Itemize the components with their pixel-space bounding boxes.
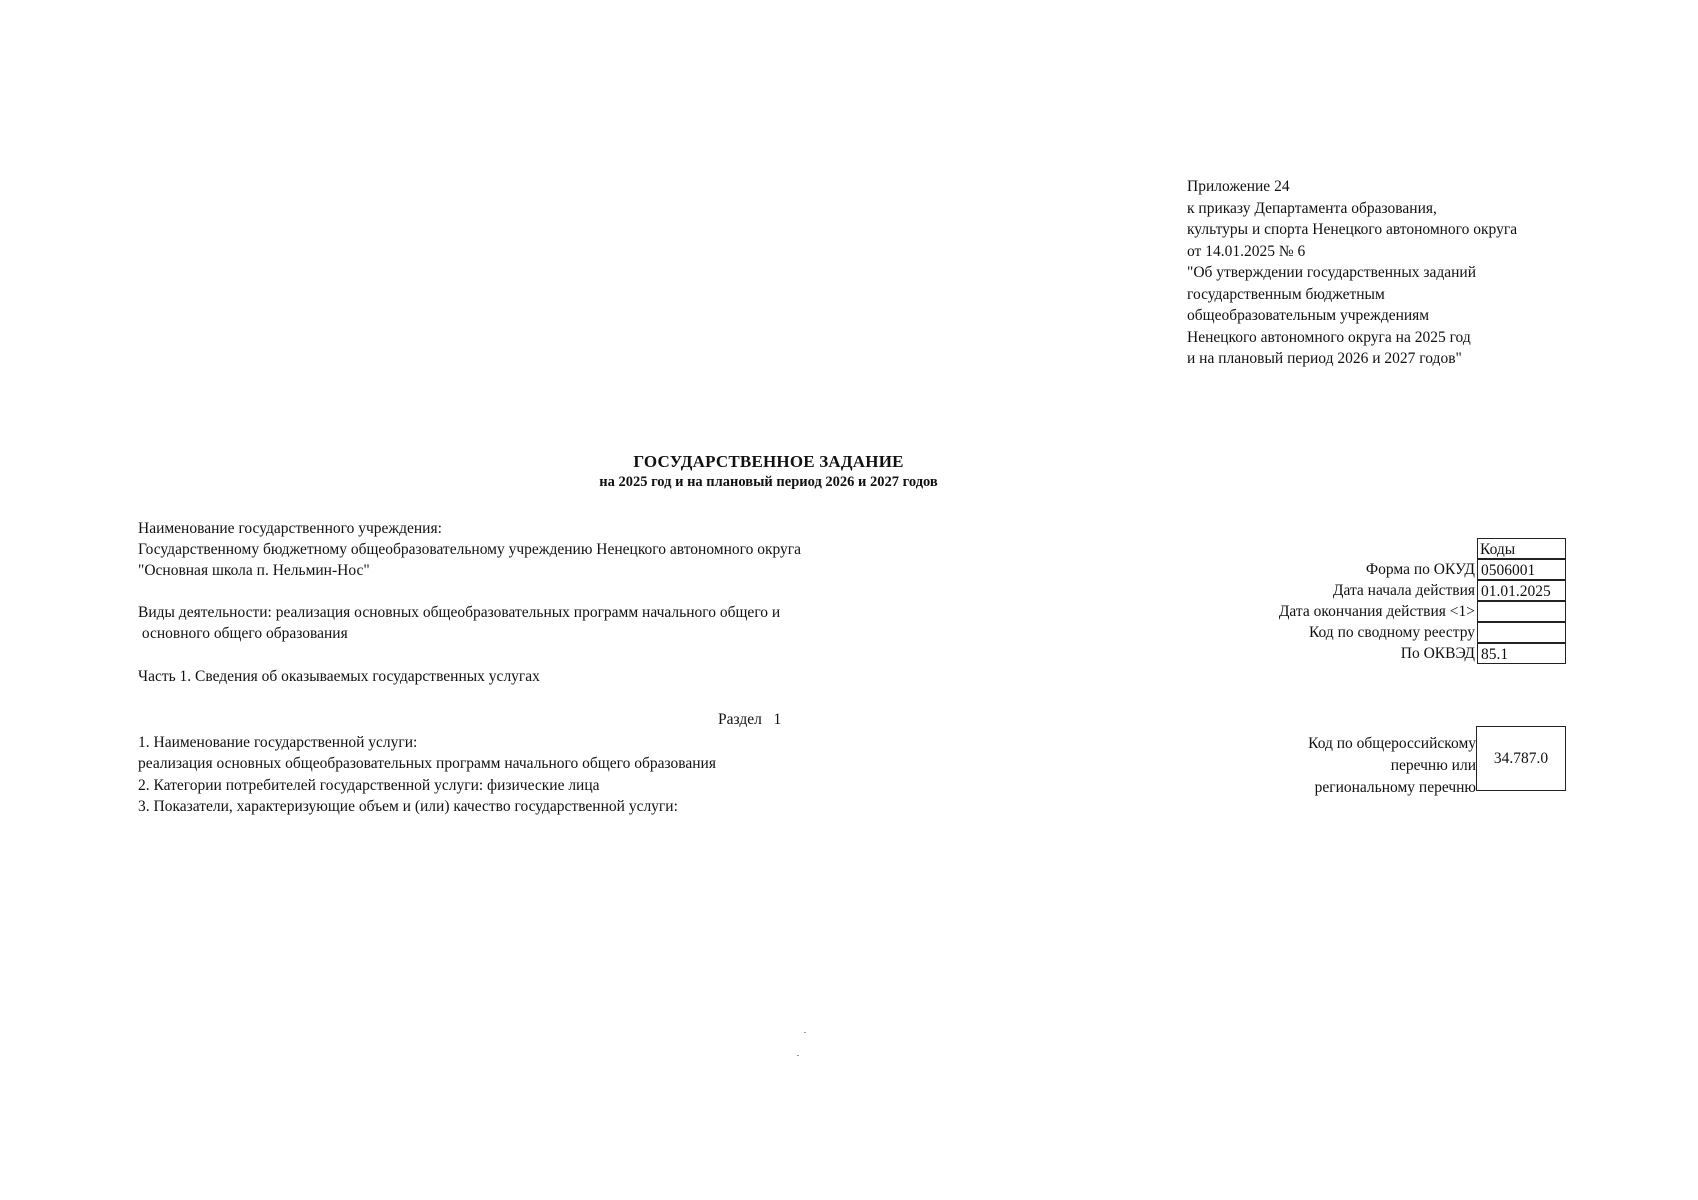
service-name-value: реализация основных общеобразовательных программ начального общего образования [138,755,716,772]
codes-value-start-date: 01.01.2025 [1477,580,1566,601]
codes-header: Коды [1477,538,1566,559]
codes-label-registry: Код по сводному реестру [1308,624,1475,641]
section-label: Раздел [718,711,762,728]
appendix-line: Приложение 24 [1187,178,1290,195]
institution-name-line2: "Основная школа п. Нельмин-Нос" [138,562,370,579]
scan-speck [797,1055,799,1056]
institution-label: Наименование государственного учреждения: [138,520,442,537]
appendix-line: Ненецкого автономного округа на 2025 год [1187,328,1471,346]
appendix-line: культуры и спорта Ненецкого автономного округа [1187,221,1518,238]
document-title: ГОСУДАРСТВЕННОЕ ЗАДАНИЕ [633,452,904,471]
activity-line1: Виды деятельности: реализация основных общеобразовательных программ начального общего и [138,604,781,621]
codes-value-end-date [1477,601,1566,622]
service-name-label: 1. Наименование государственной услуги: [138,734,418,751]
scan-speck [804,1032,806,1033]
institution-name-line1: Государственному бюджетному общеобразовательному учреждению Ненецкого автономного округа [138,541,802,558]
appendix-line: к приказу Департамента образования, [1187,199,1437,217]
section-heading [718,711,781,729]
codes-value-registry [1477,622,1566,643]
appendix-line: "Об утверждении государственных заданий [1187,264,1477,281]
appendix-line: и на плановый период 2026 и 2027 годов" [1187,350,1462,367]
codes-label-okud: Форма по ОКУД [1365,561,1475,578]
registry-code-box: 34.787.0 [1476,726,1566,791]
registry-label-line2: перечню или [1390,757,1476,774]
service-indicators: 3. Показатели, характеризующие объем и (или) качество государственной услуги: [138,798,678,815]
codes-label-end-date: Дата окончания действия <1> [1278,603,1475,620]
codes-value-okved: 85.1 [1477,643,1566,664]
appendix-line: общеобразовательным учреждениям [1187,307,1430,324]
registry-label-line1: Код по общероссийскому [1308,735,1476,752]
appendix-line: государственным бюджетным [1187,285,1385,303]
codes-value-okud: 0506001 [1477,559,1566,580]
service-consumers: 2. Категории потребителей государственной услуги: физические лица [138,777,600,794]
appendix-block [1187,176,1517,370]
document-subtitle: на 2025 год и на плановый период 2026 и 2027 годов [599,474,938,490]
section-number: 1 [773,711,782,728]
codes-label-start-date: Дата начала действия [1332,582,1475,599]
registry-label-line3: региональному перечню [1314,779,1476,796]
appendix-line: от 14.01.2025 № 6 [1187,242,1306,260]
codes-label-okved: По ОКВЭД [1400,645,1475,662]
activity-line2: основного общего образования [138,625,348,642]
part1-heading: Часть 1. Сведения об оказываемых государственных услугах [138,668,540,685]
